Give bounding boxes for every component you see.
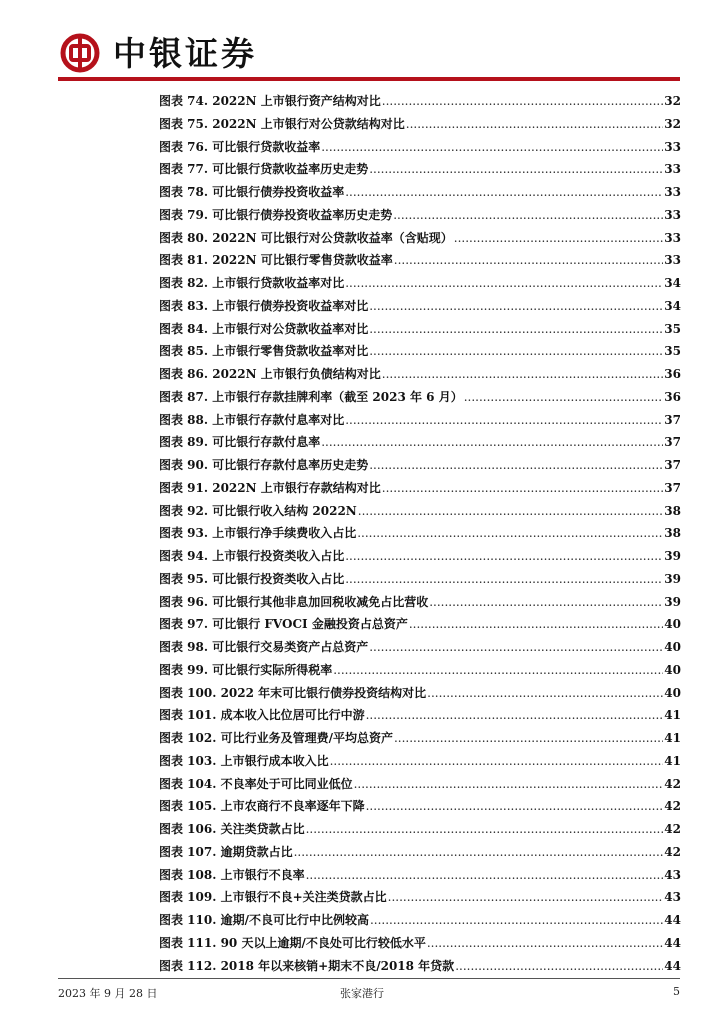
toc-entry-page: 33 [664,139,681,154]
toc-entry-label: 图表 106. 关注类贷款占比 [159,822,305,836]
toc-entry-label: 图表 81. 2022N 可比银行零售贷款收益率 [159,253,393,268]
toc-entry[interactable] [159,911,681,934]
toc-dot-leader [427,936,663,950]
toc-dot-leader [306,822,664,836]
toc-entry[interactable] [159,502,681,525]
toc-entry-page: 39 [664,571,681,586]
toc-entry-label: 图表 103. 上市银行成本收入比 [159,753,329,768]
toc-dot-leader [358,504,664,518]
toc-entry-page: 36 [664,389,681,404]
toc-dot-leader [394,253,664,267]
toc-entry[interactable] [159,138,681,161]
toc-entry-label: 图表 99. 可比银行实际所得税率 [159,662,333,677]
toc-dot-leader [345,185,663,199]
toc-entry-label: 图表 105. 上市农商行不良率逐年下降 [159,799,365,814]
toc-entry[interactable] [159,297,681,320]
toc-dot-leader [321,435,663,449]
toc-entry-page: 32 [664,94,681,108]
toc-entry-label: 图表 112. 2018 年以来核销+期末不良/2018 年贷款 [159,958,455,973]
toc-dot-leader [369,640,663,654]
toc-entry-label: 图表 110. 逾期/不良可比行中比例较高 [159,913,369,927]
toc-entry-page: 42 [664,776,681,791]
toc-entry[interactable] [159,479,681,502]
toc-entry-label: 图表 98. 可比银行交易类资产占总资产 [159,640,369,654]
toc-dot-leader [357,526,663,540]
page-header [0,0,724,82]
toc-entry-label: 图表 107. 逾期贷款占比 [159,844,293,859]
footer-page-number: 5 [673,985,680,998]
toc-entry-page: 37 [664,458,681,472]
toc-entry[interactable] [159,684,681,707]
toc-entry-label: 图表 79. 可比银行债券投资收益率历史走势 [159,207,393,222]
toc-entry-label: 图表 77. 可比银行贷款收益率历史走势 [159,162,369,177]
toc-entry-label: 图表 80. 2022N 可比银行对公贷款收益率（含贴现） [159,230,453,245]
toc-entry-page: 37 [664,480,681,495]
toc-dot-leader [370,913,663,927]
toc-dot-leader [394,731,663,745]
toc-dot-leader [382,94,664,108]
toc-entry-page: 33 [664,230,681,245]
toc-entry-label: 图表 100. 2022 年末可比银行债券投资结构对比 [159,685,427,700]
toc-entry[interactable] [159,274,681,297]
toc-dot-leader [345,413,663,427]
toc-entry[interactable] [159,866,681,889]
toc-entry-page: 32 [664,116,681,131]
toc-dot-leader [306,868,664,882]
toc-entry-page: 40 [664,662,681,677]
toc-entry-page: 38 [664,503,681,518]
toc-entry-page: 44 [664,935,681,950]
toc-dot-leader [333,663,663,677]
toc-dot-leader [369,299,663,313]
toc-entry-label: 图表 76. 可比银行贷款收益率 [159,139,321,154]
toc-entry[interactable] [159,365,681,388]
toc-entry-label: 图表 102. 可比行业务及管理费/平均总资产 [159,731,393,745]
toc-entry[interactable] [159,183,681,206]
toc-entry-label: 图表 90. 可比银行存款付息率历史走势 [159,458,369,472]
toc-entry-label: 图表 74. 2022N 上市银行资产结构对比 [159,94,381,108]
toc-entry[interactable] [159,92,681,115]
toc-entry-label: 图表 92. 可比银行收入结构 2022N [159,503,357,518]
toc-dot-leader [366,799,664,813]
toc-entry[interactable] [159,593,681,616]
toc-entry[interactable] [159,433,681,456]
toc-entry-page: 34 [664,298,681,313]
toc-entry-page: 33 [664,253,681,268]
toc-entry-page: 41 [664,731,681,745]
toc-dot-leader [369,322,663,336]
toc-dot-leader [388,890,664,904]
toc-dot-leader [406,117,664,131]
toc-entry-label: 图表 82. 上市银行贷款收益率对比 [159,276,345,290]
toc-entry-page: 44 [664,913,681,927]
toc-entry[interactable] [159,615,681,638]
footer-company: 张家港行 [340,987,384,1000]
toc-entry-page: 43 [664,890,681,905]
toc-entry[interactable] [159,411,681,434]
toc-entry[interactable] [159,934,681,957]
toc-entry[interactable] [159,388,681,411]
toc-entry[interactable] [159,524,681,547]
toc-entry-page: 41 [664,753,681,768]
toc-entry[interactable] [159,820,681,843]
toc-entry[interactable] [159,320,681,343]
toc-entry[interactable] [159,342,681,365]
toc-entry-label: 图表 85. 上市银行零售贷款收益率对比 [159,344,369,359]
toc-dot-leader [455,959,663,973]
toc-dot-leader [464,390,664,404]
toc-entry-label: 图表 96. 可比银行其他非息加回税收减免占比营收 [159,594,429,609]
toc-entry-label: 图表 109. 上市银行不良+关注类贷款占比 [159,890,387,905]
toc-entry-label: 图表 91. 2022N 上市银行存款结构对比 [159,480,381,495]
toc-entry-page: 40 [664,617,681,632]
toc-entry[interactable] [159,706,681,729]
toc-entry-page: 39 [664,594,681,609]
toc-dot-leader [294,845,664,859]
toc-entry[interactable] [159,957,681,980]
toc-entry[interactable] [159,729,681,752]
toc-entry-label: 图表 78. 可比银行债券投资收益率 [159,185,345,199]
brand-name: 中银证券 [113,34,257,73]
toc-dot-leader [427,686,663,700]
toc-entry-page: 39 [664,549,681,563]
toc-entry-page: 40 [664,685,681,700]
toc-entry[interactable] [159,115,681,138]
toc-entry-page: 44 [664,958,681,973]
toc-entry-page: 42 [664,822,681,836]
toc-entry-label: 图表 101. 成本收入比位居可比行中游 [159,708,365,723]
toc-entry-page: 34 [664,276,681,290]
toc-entry-page: 33 [664,207,681,222]
toc-entry-page: 35 [664,321,681,336]
toc-entry-page: 36 [664,367,681,381]
toc-dot-leader [330,754,664,768]
toc-dot-leader [345,549,663,563]
toc-entry-label: 图表 93. 上市银行净手续费收入占比 [159,526,357,541]
toc-entry-label: 图表 95. 可比银行投资类收入占比 [159,571,345,586]
table-of-figures [159,92,681,979]
toc-dot-leader [321,140,663,154]
toc-dot-leader [409,617,663,631]
toc-entry[interactable] [159,638,681,661]
toc-entry-label: 图表 111. 90 天以上逾期/不良处可比行较低水平 [159,935,426,950]
toc-dot-leader [369,458,663,472]
toc-entry-page: 37 [664,412,681,427]
toc-entry[interactable] [159,775,681,798]
toc-entry[interactable] [159,229,681,252]
toc-entry-page: 38 [664,526,681,541]
toc-entry[interactable] [159,160,681,183]
toc-dot-leader [354,777,664,791]
toc-entry[interactable] [159,570,681,593]
bank-of-china-logo-icon [60,33,100,73]
toc-entry-page: 35 [664,344,681,359]
toc-dot-leader [454,231,664,245]
toc-dot-leader [382,481,664,495]
toc-entry[interactable] [159,888,681,911]
toc-dot-leader [345,572,663,586]
toc-entry-label: 图表 87. 上市银行存款挂牌利率（截至 2023 年 6 月） [159,389,463,404]
toc-entry-page: 33 [664,185,681,199]
footer-divider [58,978,680,979]
toc-entry-page: 40 [664,640,681,654]
toc-entry-label: 图表 94. 上市银行投资类收入占比 [159,549,345,563]
toc-entry[interactable] [159,206,681,229]
toc-dot-leader [366,708,664,722]
toc-entry-label: 图表 84. 上市银行对公贷款收益率对比 [159,321,369,336]
footer-date: 2023 年 9 月 28 日 [58,987,158,1000]
toc-entry-label: 图表 97. 可比银行 FVOCI 金融投资占总资产 [159,617,408,632]
toc-entry-page: 43 [664,867,681,882]
toc-entry-label: 图表 108. 上市银行不良率 [159,867,305,882]
toc-entry[interactable] [159,661,681,684]
toc-dot-leader [382,367,664,381]
toc-dot-leader [369,344,663,358]
toc-dot-leader [429,595,663,609]
toc-entry[interactable] [159,843,681,866]
toc-entry[interactable] [159,456,681,479]
toc-entry-page: 33 [664,162,681,177]
toc-entry-label: 图表 75. 2022N 上市银行对公贷款结构对比 [159,116,405,131]
toc-entry[interactable] [159,547,681,570]
toc-entry-page: 37 [664,435,681,450]
toc-entry-label: 图表 86. 2022N 上市银行负债结构对比 [159,367,381,381]
toc-entry-label: 图表 88. 上市银行存款付息率对比 [159,412,345,427]
toc-entry-page: 42 [664,844,681,859]
toc-entry-label: 图表 104. 不良率处于可比同业低位 [159,776,353,791]
toc-dot-leader [345,276,663,290]
toc-dot-leader [369,162,663,176]
toc-dot-leader [393,208,663,222]
toc-entry-page: 42 [664,799,681,814]
toc-entry-label: 图表 83. 上市银行债券投资收益率对比 [159,298,369,313]
toc-entry-page: 41 [664,708,681,723]
toc-entry[interactable] [159,797,681,820]
toc-entry-label: 图表 89. 可比银行存款付息率 [159,435,321,450]
toc-entry[interactable] [159,251,681,274]
toc-entry[interactable] [159,752,681,775]
header-divider [58,77,680,81]
